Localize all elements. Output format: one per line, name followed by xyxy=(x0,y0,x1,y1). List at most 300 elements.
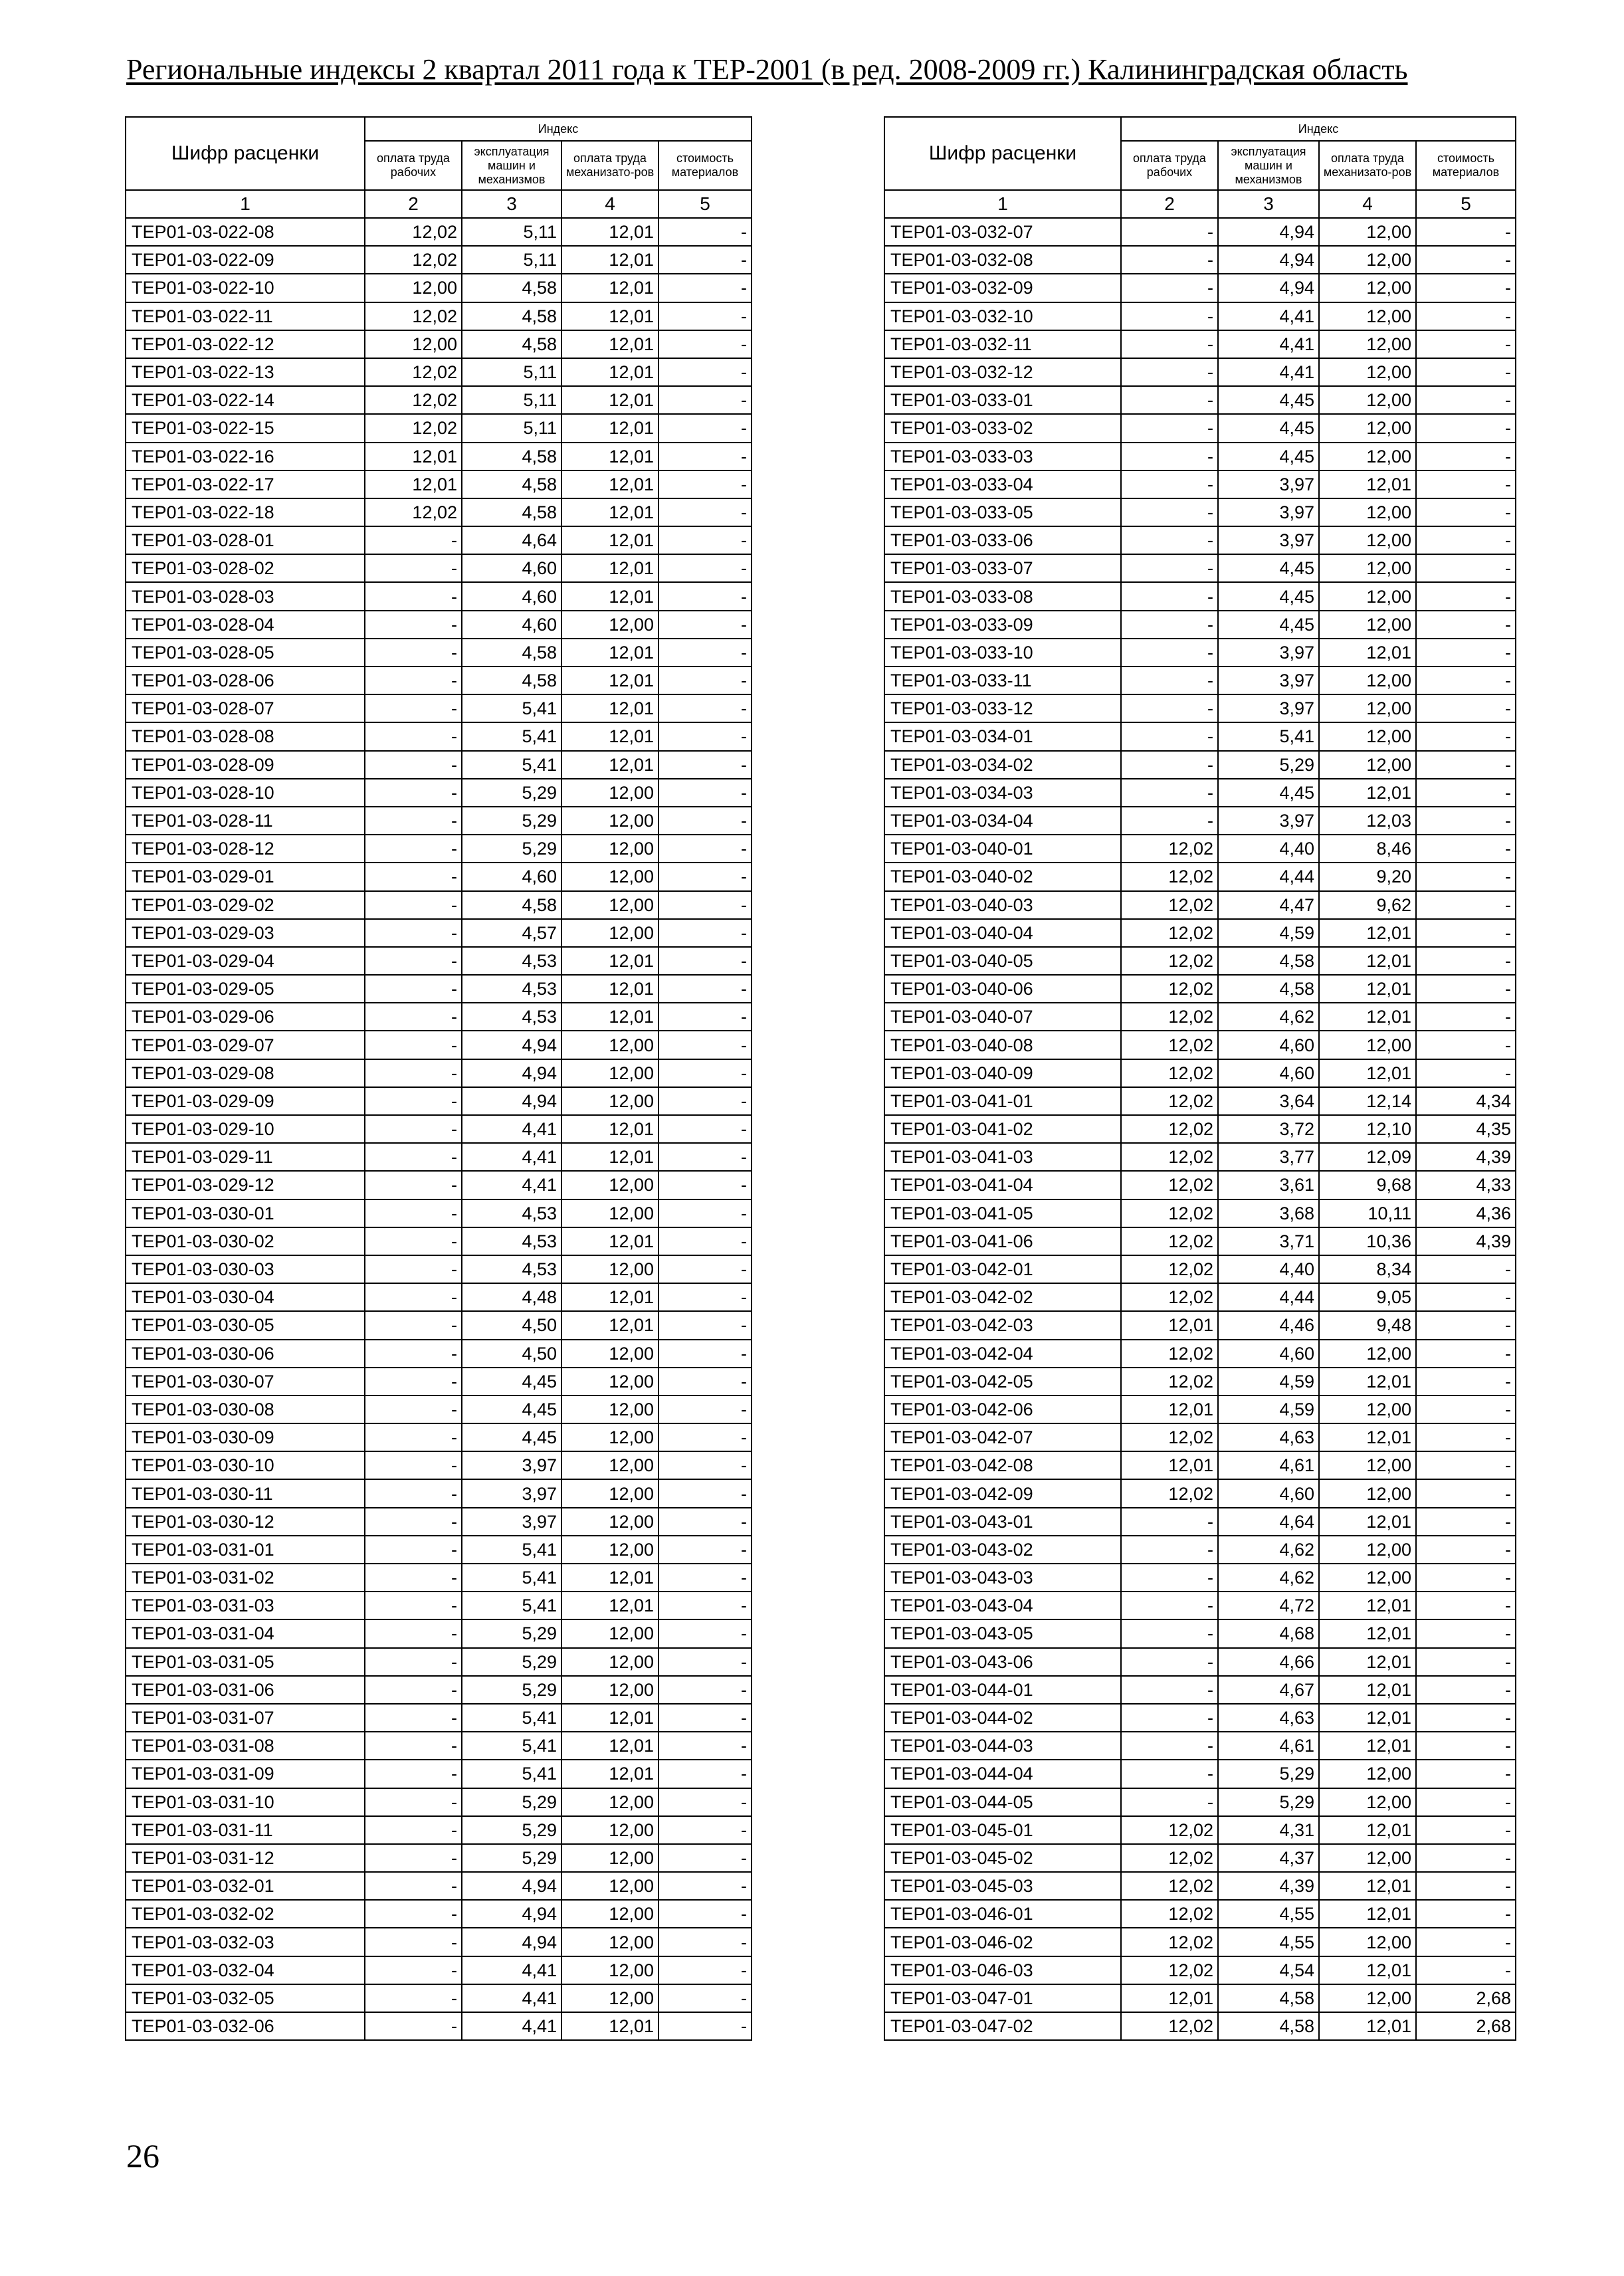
operator-wages-cell: 8,46 xyxy=(1319,835,1416,863)
header-code: Шифр расценки xyxy=(126,117,365,190)
labor-wages-cell: - xyxy=(365,2012,462,2040)
labor-wages-cell: 12,02 xyxy=(1121,1115,1218,1143)
machine-operation-cell: 4,45 xyxy=(1218,443,1319,470)
machine-operation-cell: 3,97 xyxy=(1218,694,1319,722)
rate-code-cell: ТЕР01-03-040-06 xyxy=(884,975,1121,1003)
labor-wages-cell: - xyxy=(365,1704,462,1732)
operator-wages-cell: 12,00 xyxy=(561,1479,659,1507)
materials-cost-cell: - xyxy=(1416,947,1516,975)
materials-cost-cell: - xyxy=(659,639,752,667)
table-row xyxy=(884,1311,1516,1339)
materials-cost-cell: - xyxy=(1416,1704,1516,1732)
operator-wages-cell: 12,00 xyxy=(1319,526,1416,554)
rate-code-cell: ТЕР01-03-031-08 xyxy=(126,1732,365,1760)
machine-operation-cell: 5,11 xyxy=(462,358,561,386)
machine-operation-cell: 5,41 xyxy=(462,1536,561,1564)
labor-wages-cell: - xyxy=(365,1115,462,1143)
table-row xyxy=(884,751,1516,779)
operator-wages-cell: 12,01 xyxy=(1319,1619,1416,1647)
rate-code-cell: ТЕР01-03-042-06 xyxy=(884,1396,1121,1423)
table-row xyxy=(126,1087,752,1115)
labor-wages-cell: 12,02 xyxy=(1121,1479,1218,1507)
labor-wages-cell: - xyxy=(1121,779,1218,807)
table-row xyxy=(126,1199,752,1227)
labor-wages-cell: 12,02 xyxy=(1121,1844,1218,1872)
operator-wages-cell: 12,01 xyxy=(561,1732,659,1760)
labor-wages-cell: - xyxy=(365,1311,462,1339)
table-row xyxy=(126,302,752,330)
machine-operation-cell: 5,29 xyxy=(462,1844,561,1872)
materials-cost-cell: - xyxy=(1416,1619,1516,1647)
labor-wages-cell: - xyxy=(1121,470,1218,498)
machine-operation-cell: 4,45 xyxy=(462,1368,561,1396)
materials-cost-cell: - xyxy=(1416,1564,1516,1592)
labor-wages-cell: - xyxy=(365,863,462,890)
rate-code-cell: ТЕР01-03-033-11 xyxy=(884,667,1121,694)
operator-wages-cell: 12,00 xyxy=(561,1956,659,1984)
table-row xyxy=(884,611,1516,639)
rate-code-cell: ТЕР01-03-022-14 xyxy=(126,386,365,414)
labor-wages-cell: - xyxy=(365,1676,462,1704)
machine-operation-cell: 4,58 xyxy=(462,274,561,302)
labor-wages-cell: 12,01 xyxy=(1121,1311,1218,1339)
rate-code-cell: ТЕР01-03-042-04 xyxy=(884,1340,1121,1368)
rate-code-cell: ТЕР01-03-031-05 xyxy=(126,1648,365,1676)
labor-wages-cell: 12,02 xyxy=(1121,1816,1218,1844)
table-row xyxy=(126,835,752,863)
labor-wages-cell: - xyxy=(365,835,462,863)
operator-wages-cell: 12,01 xyxy=(561,274,659,302)
rate-code-cell: ТЕР01-03-022-17 xyxy=(126,470,365,498)
table-row xyxy=(884,1928,1516,1956)
rate-code-cell: ТЕР01-03-029-02 xyxy=(126,891,365,919)
rate-code-cell: ТЕР01-03-030-12 xyxy=(126,1508,365,1536)
rate-code-cell: ТЕР01-03-044-02 xyxy=(884,1704,1121,1732)
table-row xyxy=(126,498,752,526)
labor-wages-cell: 12,02 xyxy=(1121,1031,1218,1059)
materials-cost-cell: - xyxy=(659,891,752,919)
materials-cost-cell: - xyxy=(659,1396,752,1423)
table-row xyxy=(884,358,1516,386)
table-row xyxy=(126,694,752,722)
table-row xyxy=(126,1115,752,1143)
machine-operation-cell: 3,97 xyxy=(1218,526,1319,554)
rate-code-cell: ТЕР01-03-031-12 xyxy=(126,1844,365,1872)
materials-cost-cell: - xyxy=(659,1340,752,1368)
table-row xyxy=(126,1900,752,1928)
machine-operation-cell: 4,50 xyxy=(462,1311,561,1339)
rate-code-cell: ТЕР01-03-032-05 xyxy=(126,1984,365,2012)
rate-code-cell: ТЕР01-03-046-01 xyxy=(884,1900,1121,1928)
operator-wages-cell: 12,00 xyxy=(561,779,659,807)
table-row xyxy=(126,218,752,246)
machine-operation-cell: 4,41 xyxy=(462,1171,561,1199)
rate-code-cell: ТЕР01-03-028-11 xyxy=(126,807,365,835)
table-row xyxy=(126,1956,752,1984)
machine-operation-cell: 3,68 xyxy=(1218,1199,1319,1227)
machine-operation-cell: 5,11 xyxy=(462,218,561,246)
header-code: Шифр расценки xyxy=(884,117,1121,190)
labor-wages-cell: - xyxy=(365,1984,462,2012)
machine-operation-cell: 5,29 xyxy=(462,1788,561,1816)
operator-wages-cell: 12,00 xyxy=(561,863,659,890)
machine-operation-cell: 4,58 xyxy=(462,891,561,919)
machine-operation-cell: 4,61 xyxy=(1218,1451,1319,1479)
labor-wages-cell: - xyxy=(1121,611,1218,639)
machine-operation-cell: 3,64 xyxy=(1218,1087,1319,1115)
rate-code-cell: ТЕР01-03-040-07 xyxy=(884,1003,1121,1031)
rate-code-cell: ТЕР01-03-033-06 xyxy=(884,526,1121,554)
materials-cost-cell: - xyxy=(1416,1479,1516,1507)
machine-operation-cell: 4,55 xyxy=(1218,1928,1319,1956)
table-row xyxy=(126,1648,752,1676)
rate-code-cell: ТЕР01-03-022-15 xyxy=(126,414,365,442)
rate-code-cell: ТЕР01-03-040-01 xyxy=(884,835,1121,863)
operator-wages-cell: 12,01 xyxy=(1319,1676,1416,1704)
materials-cost-cell: - xyxy=(1416,611,1516,639)
labor-wages-cell: - xyxy=(1121,807,1218,835)
materials-cost-cell: - xyxy=(659,1648,752,1676)
rate-code-cell: ТЕР01-03-045-01 xyxy=(884,1816,1121,1844)
machine-operation-cell: 4,46 xyxy=(1218,1311,1319,1339)
operator-wages-cell: 12,01 xyxy=(1319,1872,1416,1900)
materials-cost-cell: - xyxy=(1416,414,1516,442)
materials-cost-cell: - xyxy=(659,386,752,414)
materials-cost-cell: - xyxy=(659,1508,752,1536)
labor-wages-cell: - xyxy=(1121,554,1218,582)
operator-wages-cell: 12,01 xyxy=(1319,1003,1416,1031)
labor-wages-cell: - xyxy=(1121,1676,1218,1704)
operator-wages-cell: 12,01 xyxy=(561,694,659,722)
machine-operation-cell: 4,40 xyxy=(1218,835,1319,863)
materials-cost-cell: - xyxy=(659,1536,752,1564)
materials-cost-cell: - xyxy=(1416,498,1516,526)
rate-code-cell: ТЕР01-03-022-12 xyxy=(126,330,365,358)
page-number: 26 xyxy=(126,2137,159,2174)
materials-cost-cell: - xyxy=(1416,1788,1516,1816)
operator-wages-cell: 12,00 xyxy=(561,835,659,863)
rate-code-cell: ТЕР01-03-029-10 xyxy=(126,1115,365,1143)
rate-code-cell: ТЕР01-03-041-01 xyxy=(884,1087,1121,1115)
rate-code-cell: ТЕР01-03-029-07 xyxy=(126,1031,365,1059)
operator-wages-cell: 12,00 xyxy=(561,1508,659,1536)
materials-cost-cell: - xyxy=(659,218,752,246)
labor-wages-cell: - xyxy=(365,751,462,779)
table-row xyxy=(126,975,752,1003)
table-row xyxy=(126,1592,752,1619)
operator-wages-cell: 9,68 xyxy=(1319,1171,1416,1199)
operator-wages-cell: 12,00 xyxy=(1319,1984,1416,2012)
labor-wages-cell: - xyxy=(365,891,462,919)
materials-cost-cell: - xyxy=(659,947,752,975)
operator-wages-cell: 12,01 xyxy=(561,1283,659,1311)
table-row xyxy=(126,1816,752,1844)
operator-wages-cell: 12,00 xyxy=(561,1536,659,1564)
table-row xyxy=(126,330,752,358)
operator-wages-cell: 12,03 xyxy=(1319,807,1416,835)
labor-wages-cell: - xyxy=(365,1031,462,1059)
materials-cost-cell: - xyxy=(659,1760,752,1788)
machine-operation-cell: 5,29 xyxy=(462,1816,561,1844)
materials-cost-cell: - xyxy=(1416,1928,1516,1956)
table-row xyxy=(884,694,1516,722)
column-number: 5 xyxy=(1416,190,1516,218)
header-machine-operation: эксплуатация машин и механизмов xyxy=(1218,141,1319,190)
rate-code-cell: ТЕР01-03-034-02 xyxy=(884,751,1121,779)
operator-wages-cell: 12,01 xyxy=(561,1003,659,1031)
machine-operation-cell: 4,72 xyxy=(1218,1592,1319,1619)
table-row xyxy=(884,1564,1516,1592)
machine-operation-cell: 5,29 xyxy=(462,1676,561,1704)
machine-operation-cell: 4,41 xyxy=(462,2012,561,2040)
materials-cost-cell: - xyxy=(659,1816,752,1844)
machine-operation-cell: 4,94 xyxy=(462,1059,561,1087)
machine-operation-cell: 5,29 xyxy=(462,1619,561,1647)
labor-wages-cell: 12,01 xyxy=(1121,1396,1218,1423)
materials-cost-cell: - xyxy=(659,1227,752,1255)
operator-wages-cell: 12,00 xyxy=(1319,694,1416,722)
labor-wages-cell: 12,02 xyxy=(1121,1255,1218,1283)
operator-wages-cell: 12,00 xyxy=(1319,218,1416,246)
materials-cost-cell: - xyxy=(1416,554,1516,582)
column-number: 1 xyxy=(126,190,365,218)
machine-operation-cell: 4,94 xyxy=(462,1928,561,1956)
labor-wages-cell: 12,02 xyxy=(1121,835,1218,863)
materials-cost-cell: - xyxy=(1416,218,1516,246)
table-row xyxy=(126,386,752,414)
operator-wages-cell: 12,00 xyxy=(561,891,659,919)
rate-code-cell: ТЕР01-03-028-06 xyxy=(126,667,365,694)
machine-operation-cell: 4,67 xyxy=(1218,1676,1319,1704)
table-row xyxy=(126,1704,752,1732)
machine-operation-cell: 4,60 xyxy=(1218,1340,1319,1368)
machine-operation-cell: 5,41 xyxy=(462,751,561,779)
rate-code-cell: ТЕР01-03-042-03 xyxy=(884,1311,1121,1339)
operator-wages-cell: 12,00 xyxy=(561,1396,659,1423)
operator-wages-cell: 12,00 xyxy=(561,1087,659,1115)
operator-wages-cell: 12,00 xyxy=(561,1451,659,1479)
labor-wages-cell: - xyxy=(1121,1592,1218,1619)
operator-wages-cell: 12,01 xyxy=(561,582,659,610)
labor-wages-cell: 12,01 xyxy=(1121,1984,1218,2012)
machine-operation-cell: 3,77 xyxy=(1218,1143,1319,1171)
table-row xyxy=(884,1396,1516,1423)
labor-wages-cell: - xyxy=(1121,1788,1218,1816)
table-row xyxy=(884,443,1516,470)
materials-cost-cell: - xyxy=(659,694,752,722)
labor-wages-cell: - xyxy=(1121,302,1218,330)
materials-cost-cell: - xyxy=(659,554,752,582)
labor-wages-cell: - xyxy=(1121,218,1218,246)
machine-operation-cell: 4,94 xyxy=(462,1087,561,1115)
rate-code-cell: ТЕР01-03-046-02 xyxy=(884,1928,1121,1956)
materials-cost-cell: 2,68 xyxy=(1416,2012,1516,2040)
operator-wages-cell: 12,01 xyxy=(561,443,659,470)
table-row xyxy=(126,1340,752,1368)
table-row xyxy=(884,554,1516,582)
rate-code-cell: ТЕР01-03-032-01 xyxy=(126,1872,365,1900)
labor-wages-cell: - xyxy=(365,1732,462,1760)
materials-cost-cell: - xyxy=(659,1451,752,1479)
machine-operation-cell: 3,97 xyxy=(462,1508,561,1536)
labor-wages-cell: 12,02 xyxy=(1121,1059,1218,1087)
materials-cost-cell: - xyxy=(1416,807,1516,835)
machine-operation-cell: 4,53 xyxy=(462,1003,561,1031)
labor-wages-cell: 12,02 xyxy=(1121,1227,1218,1255)
machine-operation-cell: 5,41 xyxy=(462,722,561,750)
table-row xyxy=(884,330,1516,358)
column-number: 2 xyxy=(1121,190,1218,218)
materials-cost-cell: - xyxy=(1416,1340,1516,1368)
materials-cost-cell: - xyxy=(659,1928,752,1956)
operator-wages-cell: 10,11 xyxy=(1319,1199,1416,1227)
machine-operation-cell: 4,58 xyxy=(1218,947,1319,975)
materials-cost-cell: - xyxy=(1416,751,1516,779)
rate-code-cell: ТЕР01-03-029-12 xyxy=(126,1171,365,1199)
operator-wages-cell: 12,00 xyxy=(1319,414,1416,442)
table-row xyxy=(884,1704,1516,1732)
column-number: 3 xyxy=(462,190,561,218)
operator-wages-cell: 12,00 xyxy=(1319,1564,1416,1592)
labor-wages-cell: - xyxy=(365,1396,462,1423)
table-row xyxy=(884,1508,1516,1536)
machine-operation-cell: 4,58 xyxy=(1218,975,1319,1003)
machine-operation-cell: 4,94 xyxy=(1218,246,1319,274)
rate-code-cell: ТЕР01-03-022-11 xyxy=(126,302,365,330)
rate-code-cell: ТЕР01-03-028-05 xyxy=(126,639,365,667)
materials-cost-cell: - xyxy=(1416,891,1516,919)
rate-code-cell: ТЕР01-03-033-07 xyxy=(884,554,1121,582)
materials-cost-cell: - xyxy=(659,611,752,639)
table-row xyxy=(884,1227,1516,1255)
machine-operation-cell: 5,41 xyxy=(462,1592,561,1619)
labor-wages-cell: - xyxy=(365,554,462,582)
machine-operation-cell: 4,41 xyxy=(1218,330,1319,358)
machine-operation-cell: 4,94 xyxy=(462,1900,561,1928)
rate-code-cell: ТЕР01-03-032-12 xyxy=(884,358,1121,386)
rate-code-cell: ТЕР01-03-030-02 xyxy=(126,1227,365,1255)
table-row xyxy=(126,1619,752,1647)
labor-wages-cell: - xyxy=(365,919,462,947)
column-number: 1 xyxy=(884,190,1121,218)
materials-cost-cell: - xyxy=(659,779,752,807)
operator-wages-cell: 12,00 xyxy=(1319,443,1416,470)
machine-operation-cell: 4,41 xyxy=(462,1956,561,1984)
rate-code-cell: ТЕР01-03-031-11 xyxy=(126,1816,365,1844)
materials-cost-cell: - xyxy=(1416,1451,1516,1479)
table-row xyxy=(884,807,1516,835)
materials-cost-cell: - xyxy=(659,1423,752,1451)
machine-operation-cell: 4,58 xyxy=(462,330,561,358)
labor-wages-cell: - xyxy=(1121,1619,1218,1647)
table-row xyxy=(126,526,752,554)
rate-code-cell: ТЕР01-03-028-01 xyxy=(126,526,365,554)
rate-code-cell: ТЕР01-03-044-04 xyxy=(884,1760,1121,1788)
rate-code-cell: ТЕР01-03-029-01 xyxy=(126,863,365,890)
labor-wages-cell: - xyxy=(1121,414,1218,442)
labor-wages-cell: - xyxy=(365,1255,462,1283)
labor-wages-cell: 12,02 xyxy=(1121,1283,1218,1311)
machine-operation-cell: 4,60 xyxy=(1218,1479,1319,1507)
materials-cost-cell: - xyxy=(659,807,752,835)
labor-wages-cell: - xyxy=(365,1087,462,1115)
rate-code-cell: ТЕР01-03-028-09 xyxy=(126,751,365,779)
operator-wages-cell: 12,01 xyxy=(1319,1059,1416,1087)
labor-wages-cell: - xyxy=(365,722,462,750)
operator-wages-cell: 12,00 xyxy=(1319,667,1416,694)
rate-code-cell: ТЕР01-03-032-06 xyxy=(126,2012,365,2040)
labor-wages-cell: 12,02 xyxy=(1121,1956,1218,1984)
column-number: 4 xyxy=(1319,190,1416,218)
machine-operation-cell: 5,29 xyxy=(1218,751,1319,779)
materials-cost-cell: - xyxy=(1416,1816,1516,1844)
machine-operation-cell: 4,66 xyxy=(1218,1648,1319,1676)
labor-wages-cell: - xyxy=(1121,330,1218,358)
operator-wages-cell: 12,01 xyxy=(1319,947,1416,975)
table-row xyxy=(126,722,752,750)
materials-cost-cell: - xyxy=(659,1059,752,1087)
materials-cost-cell: - xyxy=(1416,1396,1516,1423)
table-row xyxy=(884,1816,1516,1844)
labor-wages-cell: 12,02 xyxy=(1121,891,1218,919)
rate-code-cell: ТЕР01-03-031-04 xyxy=(126,1619,365,1647)
table-row xyxy=(126,1928,752,1956)
operator-wages-cell: 12,09 xyxy=(1319,1143,1416,1171)
operator-wages-cell: 12,01 xyxy=(1319,470,1416,498)
machine-operation-cell: 4,64 xyxy=(1218,1508,1319,1536)
header-index: Индекс xyxy=(365,117,752,141)
operator-wages-cell: 12,01 xyxy=(561,1143,659,1171)
rates-table-left xyxy=(125,116,752,2041)
materials-cost-cell: - xyxy=(659,863,752,890)
rate-code-cell: ТЕР01-03-044-03 xyxy=(884,1732,1121,1760)
machine-operation-cell: 5,41 xyxy=(1218,722,1319,750)
machine-operation-cell: 4,58 xyxy=(462,470,561,498)
rate-code-cell: ТЕР01-03-031-07 xyxy=(126,1704,365,1732)
machine-operation-cell: 4,62 xyxy=(1218,1564,1319,1592)
operator-wages-cell: 12,00 xyxy=(561,1031,659,1059)
materials-cost-cell: - xyxy=(659,1368,752,1396)
operator-wages-cell: 12,00 xyxy=(561,1788,659,1816)
operator-wages-cell: 12,01 xyxy=(561,302,659,330)
header-labor-wages: оплата труда рабочих xyxy=(365,141,462,190)
operator-wages-cell: 12,00 xyxy=(561,919,659,947)
table-row xyxy=(126,2012,752,2040)
materials-cost-cell: - xyxy=(1416,722,1516,750)
table-row xyxy=(884,919,1516,947)
machine-operation-cell: 3,97 xyxy=(1218,807,1319,835)
labor-wages-cell: 12,02 xyxy=(365,302,462,330)
machine-operation-cell: 4,39 xyxy=(1218,1872,1319,1900)
machine-operation-cell: 5,41 xyxy=(462,1760,561,1788)
labor-wages-cell: - xyxy=(365,1788,462,1816)
materials-cost-cell: - xyxy=(659,274,752,302)
labor-wages-cell: - xyxy=(1121,1760,1218,1788)
materials-cost-cell: - xyxy=(659,975,752,1003)
materials-cost-cell: - xyxy=(1416,246,1516,274)
operator-wages-cell: 12,00 xyxy=(1319,1451,1416,1479)
operator-wages-cell: 12,01 xyxy=(561,218,659,246)
labor-wages-cell: - xyxy=(1121,246,1218,274)
materials-cost-cell: - xyxy=(659,358,752,386)
materials-cost-cell: - xyxy=(659,302,752,330)
operator-wages-cell: 12,01 xyxy=(1319,1648,1416,1676)
machine-operation-cell: 4,58 xyxy=(462,302,561,330)
table-row xyxy=(126,246,752,274)
labor-wages-cell: - xyxy=(365,1956,462,1984)
operator-wages-cell: 12,00 xyxy=(561,1423,659,1451)
machine-operation-cell: 5,11 xyxy=(462,246,561,274)
